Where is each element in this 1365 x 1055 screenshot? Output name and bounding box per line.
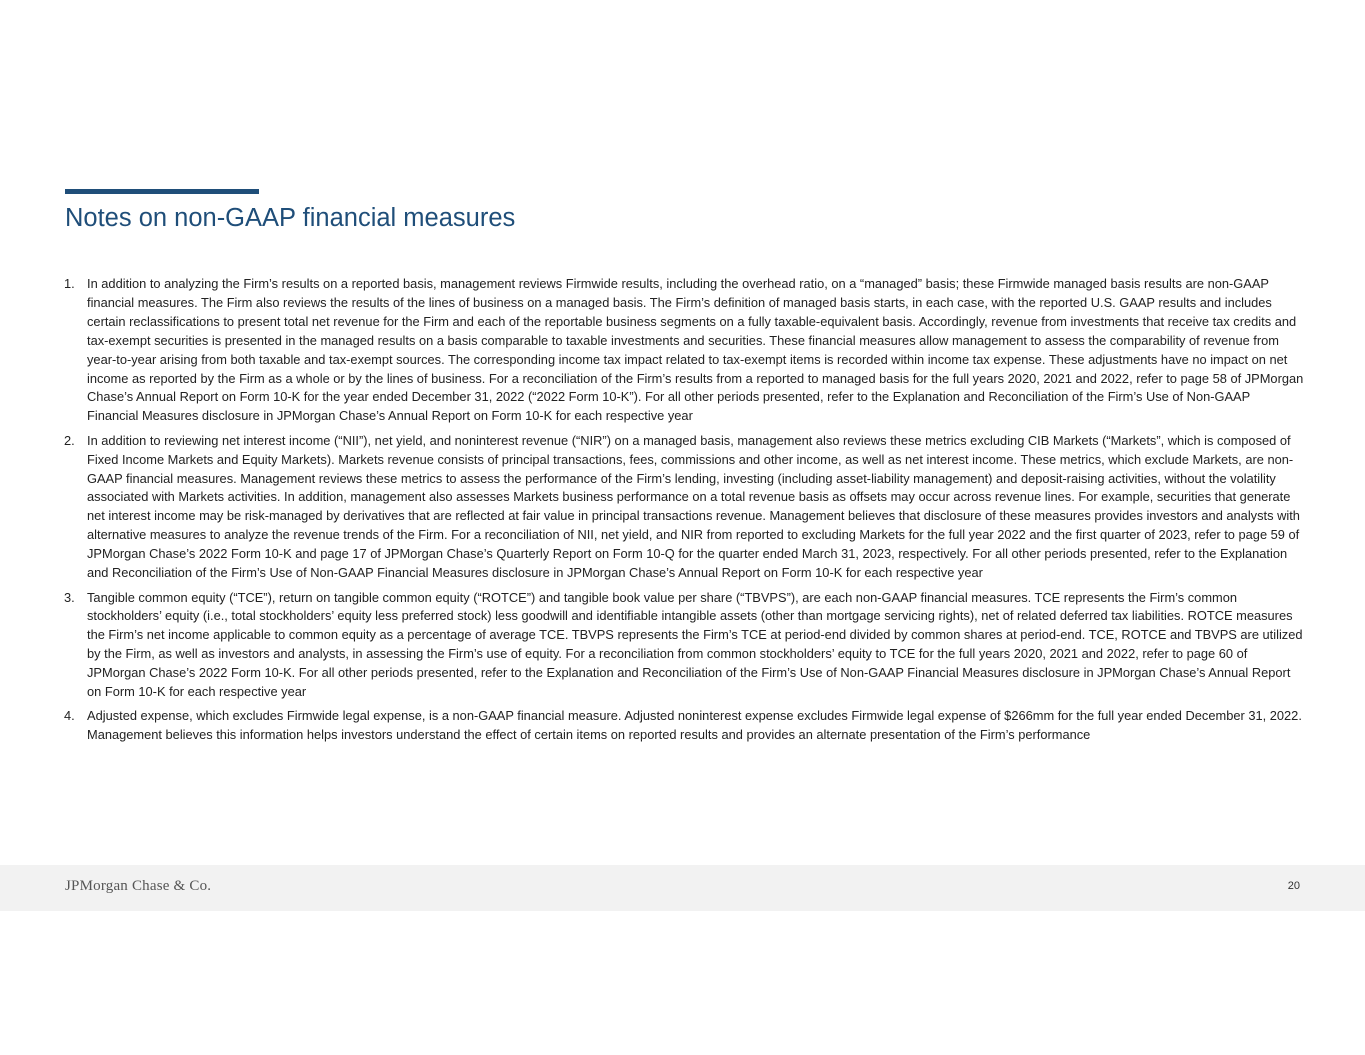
- note-item-1: [64, 275, 1304, 426]
- note-item-3: [64, 589, 1304, 702]
- note-text: Tangible common equity (“TCE”), return on tangible common equity (“ROTCE”) and tangible book value per share (“TBVPS”), are each non-GAAP financial measures. TCE represents the Firm’s common stockholders’ equity (i.e., total stockholders’ equity less preferred stock) less goodwill and identifiable intangible assets (other than mortgage servicing rights), net of related deferred tax liabilities. ROTCE measures the Firm’s net income applicable to common equity as a percentage of average TCE. TBVPS represents the Firm’s TCE at period-end divided by common shares at period-end. TCE, ROTCE and TBVPS are utilized by the Firm, as well as investors and analysts, in assessing the Firm’s use of equity. For a reconciliation from common stockholders’ equity to TCE for the full years 2020, 2021 and 2022, refer to page 60 of JPMorgan Chase’s 2022 Form 10-K. For all other periods presented, refer to the Explanation and Reconciliation of the Firm’s Use of Non-GAAP Financial Measures disclosure in JPMorgan Chase’s Annual Report on Form 10-K for each respective year: [87, 589, 1303, 700]
- page-title: Notes on non-GAAP financial measures: [65, 204, 516, 232]
- note-text: Adjusted expense, which excludes Firmwide legal expense, is a non-GAAP financial measure. Adjusted noninterest expense excludes Firmwide legal expense of $266mm for the full year ended December 31, 2022. Management believes this information helps investors understand the effect of certain items on reported results and provides an alternate presentation of the Firm’s performance: [87, 708, 1302, 743]
- note-number: 4.: [64, 708, 75, 724]
- note-number: 2.: [64, 432, 75, 448]
- title-accent-bar: [65, 189, 259, 194]
- page-number: 20: [1287, 880, 1300, 892]
- note-text: In addition to reviewing net interest income (“NII”), net yield, and noninterest revenue (“NIR”) on a managed basis, management also reviews these metrics excluding CIB Markets (“Markets”, which is composed of Fixed Income Markets and Equity Markets). Markets revenue consists of principal transactions, fees, commissions and other income, as well as net interest income. These metrics, which exclude Markets, are non-GAAP financial measures. Management reviews these metrics to assess the performance of the Firm’s lending, investing (including asset-liability management) and deposit-raising activities, without the volatility associated with Markets activities. In addition, management also assesses Markets business performance on a total revenue basis as offsets may occur across revenue lines. For example, securities that generate net interest income may be risk-managed by derivatives that are reflected at fair value in principal transactions revenue. Management believes that disclosure of these measures provides investors and analysts with alternative measures to analyze the revenue trends of the Firm. For a reconciliation of NII, net yield, and NIR from reported to excluding Markets for the full year 2022 and the first quarter of 2023, refer to page 59 of JPMorgan Chase’s 2022 Form 10-K and page 17 of JPMorgan Chase’s Quarterly Report on Form 10-Q for the quarter ended March 31, 2023, respectively. For all other periods presented, refer to the Explanation and Reconciliation of the Firm’s Use of Non-GAAP Financial Measures disclosure in JPMorgan Chase’s Annual Report on Form 10-K for each respective year: [87, 432, 1300, 581]
- company-logo: JPMorgan Chase & Co.: [65, 878, 212, 894]
- notes-list: [64, 275, 1304, 751]
- note-item-4: [64, 707, 1304, 745]
- note-number: 3.: [64, 589, 75, 605]
- footer: [0, 865, 1365, 911]
- note-number: 1.: [64, 276, 75, 291]
- note-item-2: [64, 432, 1304, 583]
- note-text: In addition to analyzing the Firm’s results on a reported basis, management reviews Firmwide results, including the overhead ratio, on a “managed” basis; these Firmwide managed basis results are non-GAAP financial measures. The Firm also reviews the results of the lines of business on a managed basis. The Firm’s definition of managed basis starts, in each case, with the reported U.S. GAAP results and includes certain reclassifications to present total net revenue for the Firm and each of the reportable business segments on a fully taxable-equivalent basis. Accordingly, revenue from investments that receive tax credits and tax-exempt securities is presented in the managed results on a basis comparable to taxable investments and securities. These financial measures allow management to assess the comparability of revenue from year-to-year arising from both taxable and tax-exempt sources. The corresponding income tax impact related to tax-exempt items is recorded within income tax expense. These adjustments have no impact on net income as reported by the Firm as a whole or by the lines of business. For a reconciliation of the Firm’s results from a reported to managed basis for the full years 2020, 2021 and 2022, refer to page 58 of JPMorgan Chase’s Annual Report on Form 10-K for the year ended December 31, 2022 (“2022 Form 10-K”). For all other periods presented, refer to the Explanation and Reconciliation of the Firm’s Use of Non-GAAP Financial Measures disclosure in JPMorgan Chase’s Annual Report on Form 10-K for each respective year: [87, 276, 1304, 424]
